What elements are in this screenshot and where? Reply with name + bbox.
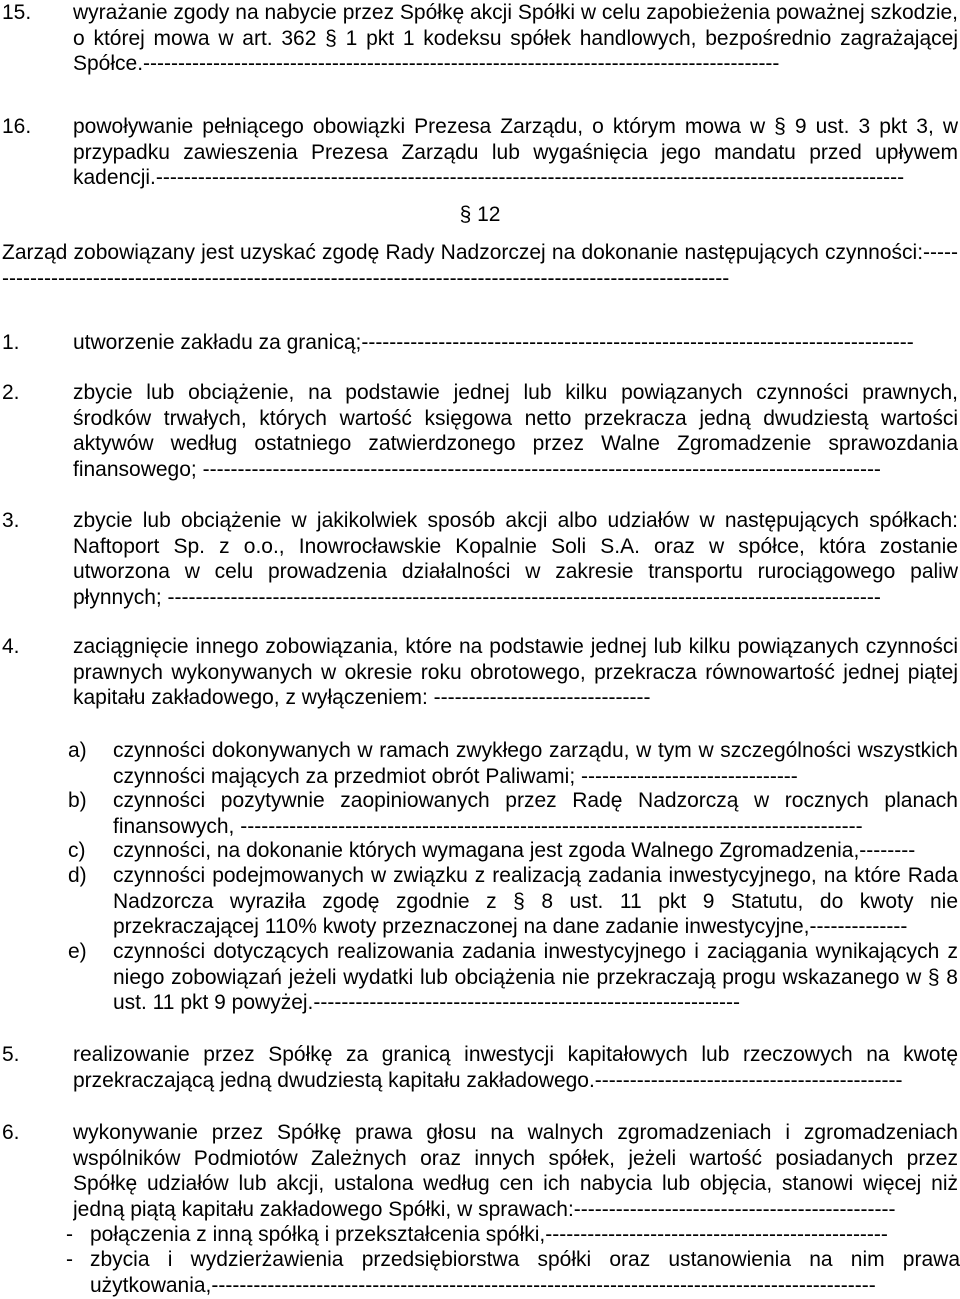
item-text: wykonywanie przez Spółkę prawa głosu na walnych zgromadzeniach i zgromadzeniach wspólników Podmiotów Zależnych oraz innych spółek, jeżeli wartość posiadanych przez Spółkę udziałów lub akcji, ustalona według cen ich nabycia lub objęcia, stanowi więcej niż jedną piątą kapitału zakładowego Spółki, w sprawach:---------------------------------------------- [73,1121,958,1221]
list-item-5 [2,1042,958,1094]
sublist [68,738,958,1017]
item-number: 6. [2,1121,20,1144]
item-number: 1. [2,331,20,354]
list-item-2 [2,380,958,484]
item-number: 5. [2,1043,20,1066]
item-text: utworzenie zakładu za granicą;------------------------------------------------------------------------------- [73,331,914,354]
dash-marker: - [66,1248,73,1271]
sublist-item-b [68,788,958,838]
item-number: 4. [2,635,20,658]
list-item-16 [2,114,958,191]
sublist-item-c [68,838,958,863]
item-number: 16. [2,115,32,138]
dash-marker: - [66,1223,73,1246]
item-text: zbycie lub obciążenie, na podstawie jednej lub kilku powiązanych czynności prawnych, środków trwałych, których wartość księgowa netto przekracza jedną dwudziestą wartości aktywów według ostatniego zatwierdzonego przez Walne Zgromadzenie sprawozdania finansowego; ------------------------------------------------------------------------------------------------- [73,381,958,481]
item-number: 3. [2,509,20,532]
subitem-text: czynności pozytywnie zaopiniowanych przez Radę Nadzorczą w rocznych planach finansowych, ----------------------------------------------------------------------------------------- [113,789,958,838]
subitem-letter: d) [68,864,87,887]
sublist-item-e [68,939,958,1017]
subitem-letter: c) [68,839,86,862]
list-item-1 [2,330,958,356]
intro-paragraph: Zarząd zobowiązany jest uzyskać zgodę Rady Nadzorczej na dokonanie następujących czynności:------------------------------------------------------------------------------------------------------------- [2,241,958,290]
dash-item [66,1222,960,1247]
subitem-text: czynności dotyczących realizowania zadania inwestycyjnego i zaciągania wynikających z niego zobowiązań jeżeli wydatki lub obciążenia nie przekraczają progu wskazanego w § 8 ust. 11 pkt 9 powyżej.------------------------------------------------------------- [113,940,958,1014]
list-item-3 [2,508,958,612]
item-text: wyrażanie zgody na nabycie przez Spółkę akcji Spółki w celu zapobieżenia poważnej szkodzie, o której mowa w art. 362 § 1 pkt 1 kodeksu spółek handlowych, bezpośrednio zagrażającej Spółce.------------------------------------------------------------------------------------------- [73,1,958,75]
sublist-item-a [68,738,958,788]
subitem-letter: a) [68,739,87,762]
list-item-4 [2,634,958,712]
dash-item [66,1247,960,1297]
section-heading: § 12 [459,203,501,226]
subitem-letter: e) [68,940,87,963]
list-item-6 [2,1120,958,1224]
item-text: zaciągnięcie innego zobowiązania, które na podstawie jednej lub kilku powiązanych czynności prawnych wykonywanych w okresie roku obrotowego, przekracza równowartość jednej piątej kapitału zakładowego, z wyłączeniem: ------------------------------- [73,635,958,709]
dash-list [66,1222,960,1297]
item-number: 2. [2,381,20,404]
dash-item-text: połączenia z inną spółką i przekształcenia spółki,------------------------------------------------- [90,1223,888,1246]
item-text: realizowanie przez Spółkę za granicą inwestycji kapitałowych lub rzeczowych na kwotę przekraczającą jedną dwudziestą kapitału zakładowego.-------------------------------------------- [73,1043,958,1092]
item-text: powoływanie pełniącego obowiązki Prezesa Zarządu, o którym mowa w § 9 ust. 3 pkt 3, w przypadku zawieszenia Prezesa Zarządu lub wygaśnięcia jego mandatu przed upływem kadencji.----------------------------------------------------------------------------------------------------------- [73,115,958,189]
dash-item-text: zbycia i wydzierżawienia przedsiębiorstwa spółki oraz ustanowienia na nim prawa użytkowania,----------------------------------------------------------------------------------------------- [90,1248,960,1297]
subitem-text: czynności dokonywanych w ramach zwykłego zarządu, w tym w szczególności wszystkich czynności mających za przedmiot obrót Paliwami; ------------------------------- [113,739,958,788]
subitem-text: czynności, na dokonanie których wymagana jest zgoda Walnego Zgromadzenia,-------- [113,839,916,862]
list-item-15 [2,0,958,77]
item-number: 15. [2,1,32,24]
subitem-letter: b) [68,789,87,812]
subitem-text: czynności podejmowanych w związku z realizacją zadania inwestycyjnego, na które Rada Nadzorcza wyraziła zgodę zgodnie z § 8 ust. 11 pkt 9 Statutu, do kwoty nie przekraczającej 110% kwoty przeznaczonej na dane zadanie inwestycyjne,-------------- [113,864,958,938]
sublist-item-d [68,863,958,939]
item-text: zbycie lub obciążenie w jakikolwiek sposób akcji albo udziałów w następujących spółkach: Naftoport Sp. z o.o., Inowrocławskie Kopalnie Soli S.A. oraz w spółce, która zostanie utworzona w celu prowadzenia działalności w zakresie transportu rurociągowego paliw płynnych; ------------------------------------------------------------------------------------------------------ [73,509,958,609]
